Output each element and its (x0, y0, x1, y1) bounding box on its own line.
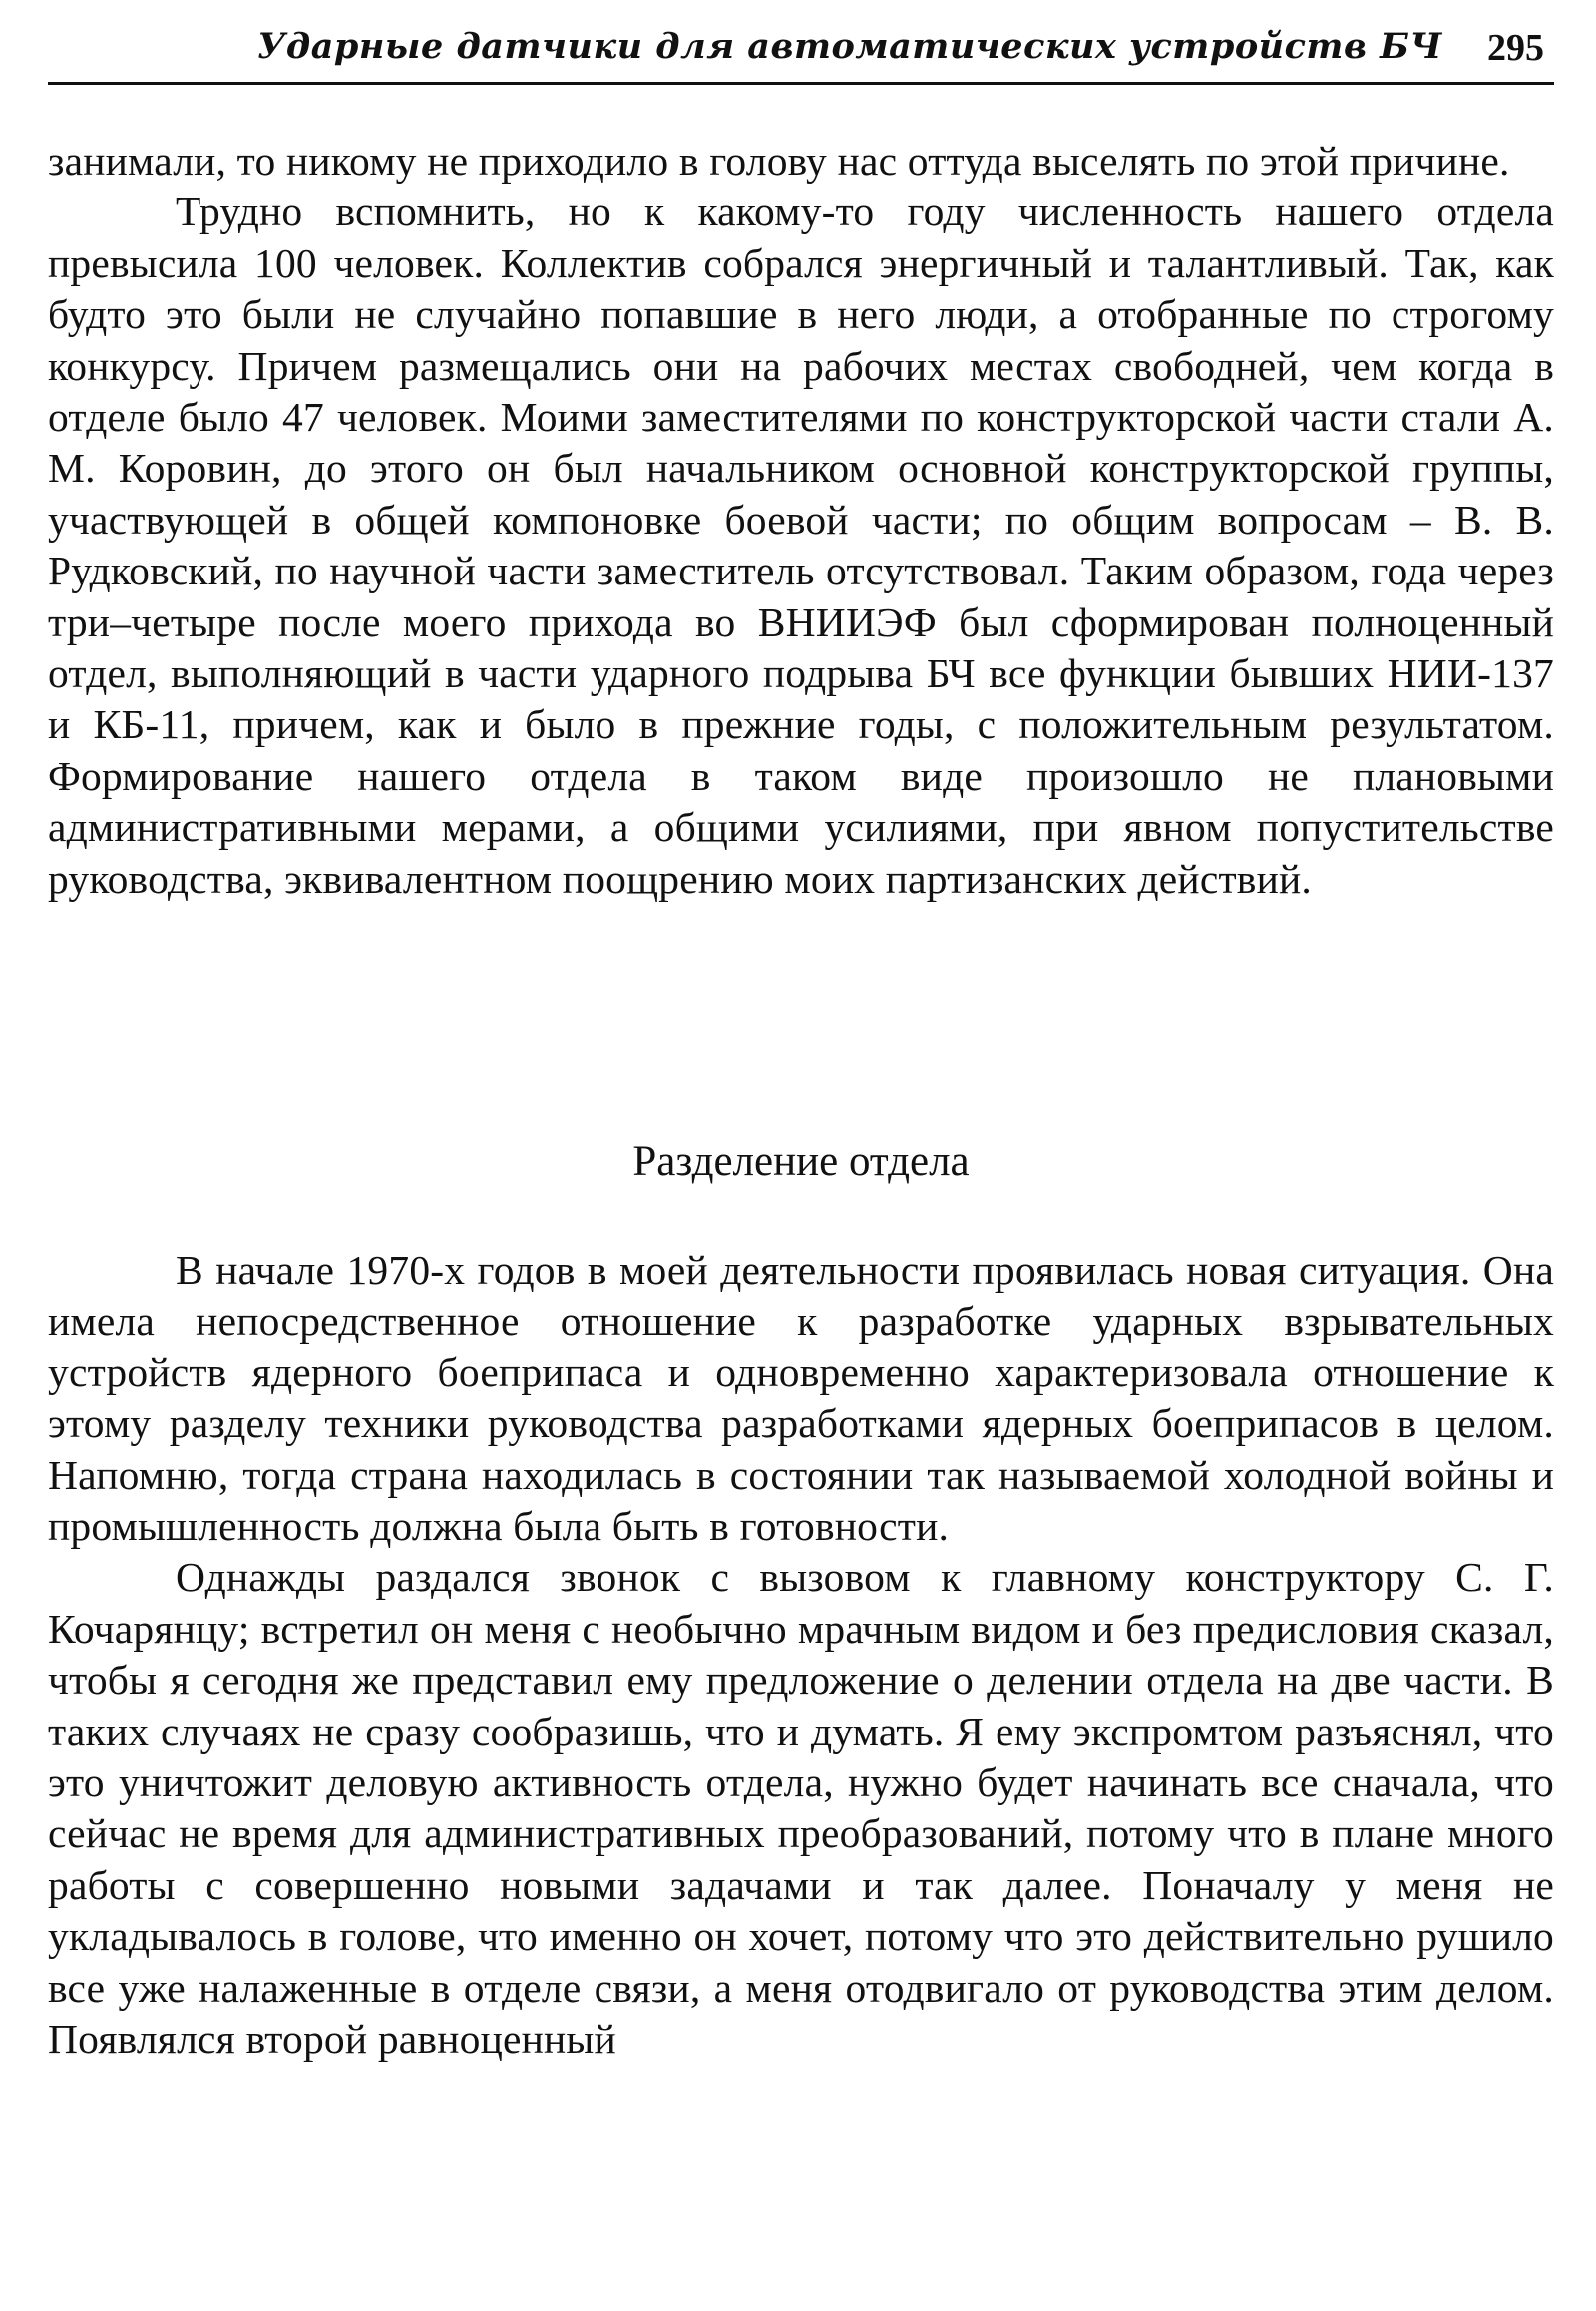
paragraph: Трудно вспомнить, но к какому-то году численность нашего отдела превысила 100 человек. Коллектив собрался энергичный и талантливый. Так, как будто это были не случайно попавшие в него люди, а отобранные по строгому конкурсу. Причем размещались они на рабочих местах свободней, чем когда в отделе было 47 человек. Моими заместителями по конструкторской части стали А. М. Коровин, до этого он был начальником основной конструкторской группы, участвующей в общей компоновке боевой части; по общим вопросам – В. В. Рудковский, по научной части заместитель отсутствовал. Таким образом, года через три–четыре после моего прихода во ВНИИЭФ был сформирован полноценный отдел, выполняющий в части ударного подрыва БЧ все функции бывших НИИ-137 и КБ-11, причем, как и было в прежние годы, с положительным результатом. Формирование нашего отдела в таком виде произошло не плановыми административными мерами, а общими усилиями, при явном попустительстве руководства, эквивалентном поощрению моих партизанских действий. (48, 189, 1554, 902)
paragraph-continuation: занимали, то никому не приходило в голову нас оттуда выселять по этой причине. (48, 138, 1510, 184)
section-heading: Разделение отдела (632, 1138, 970, 1185)
page-number: 295 (1487, 27, 1544, 69)
text-block-after-heading (48, 1245, 1554, 2066)
text-block-before-heading (48, 136, 1554, 905)
running-title: Ударные датчики для автоматических устройств БЧ (257, 26, 1442, 67)
running-header (48, 22, 1554, 85)
paragraph: В начале 1970-х годов в моей деятельности проявилась новая ситуация. Она имела непосредственное отношение к разработке ударных взрывательных устройств ядерного боеприпаса и одновременно характеризовала отношение к этому разделу техники руководства разработками ядерных боеприпасов в целом. Напомню, тогда страна находилась в состоянии так называемой холодной войны и промышленность должна была быть в готовности. (48, 1247, 1554, 1550)
paragraph: Однажды раздался звонок с вызовом к главному конструктору С. Г. Кочарянцу; встретил он меня с необычно мрачным видом и без предисловия сказал, чтобы я сегодня же представил ему предложение о делении отдела на две части. В таких случаях не сразу сообразишь, что и думать. Я ему экспромтом разъяснял, что это уничтожит деловую активность отдела, нужно будет начинать все сначала, что сейчас не время для административных преобразований, потому что в плане много работы с совершенно новыми задачами и так далее. Поначалу у меня не укладывалось в голове, что именно он хочет, потому что это действительно рушило все уже налаженные в отделе связи, а меня отодвигало от руководства этим делом. Появлялся второй равноценный (48, 1554, 1554, 2063)
